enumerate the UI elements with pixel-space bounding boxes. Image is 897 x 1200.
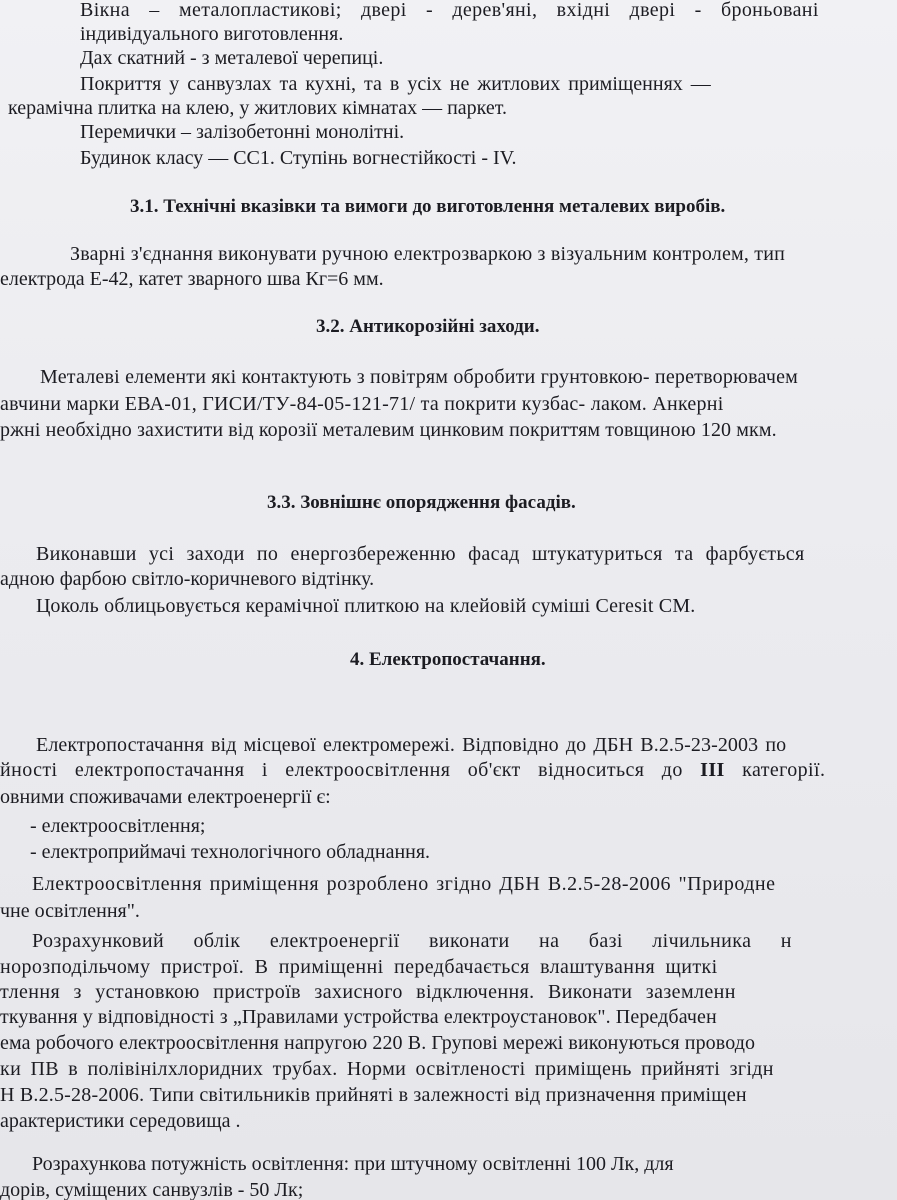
- text-run: категорії.: [724, 759, 826, 781]
- roof-line: Дах скатний - з металевої черепиці.: [80, 47, 384, 69]
- floor-line-cont: керамічна плитка на клею, у житлових кімнатах — паркет.: [8, 97, 507, 119]
- category-number: III: [700, 759, 725, 781]
- section-3-2-line: авчини марки ЕВА-01, ГИСИ/ТУ-84-05-121-71/ та покрити кузбас- лаком. Анкерні: [0, 393, 724, 415]
- section-3-3-line: адною фарбою світло-коричневого відтінку.: [0, 568, 375, 590]
- bullet-item: - електроприймачі технологічного обладнання.: [30, 841, 431, 863]
- bullet-item: - електроосвітлення;: [30, 815, 206, 837]
- section-3-1-line: Зварні з'єднання виконувати ручною електрозваркою з візуальним контролем, тип: [70, 243, 786, 265]
- text-run: йності електропостачання і електроосвітлення об'єкт відноситься до: [0, 759, 701, 781]
- section-4-paragraph-line: [0, 758, 825, 782]
- section-4-paragraph-line: Розрахунковий облік електроенергії виконати на базі лічильника н: [32, 930, 792, 952]
- section-3-3-heading: 3.3. Зовнішнє опорядження фасадів.: [267, 492, 576, 513]
- section-3-2-heading: 3.2. Антикорозійні заходи.: [316, 316, 540, 337]
- section-4-paragraph-line: Електропостачання від місцевої електромережі. Відповідно до ДБН В.2.5-23-2003 по: [36, 734, 787, 756]
- section-4-paragraph-line: ки ПВ в полівінілхлоридних трубах. Норми освітленості приміщень прийняті згідн: [0, 1058, 774, 1080]
- section-4-paragraph-line: Н В.2.5-28-2006. Типи світильників прийняті в залежності від призначення приміщен: [0, 1084, 747, 1106]
- section-3-2-line: Металеві елементи які контактують з повітрям обробити грунтовкою- перетворювачем: [40, 366, 799, 388]
- section-4-paragraph-line: норозподільчому пристрої. В приміщенні передбачається влаштування щиткі: [0, 956, 718, 978]
- section-4-paragraph-line: чне освітлення".: [0, 900, 140, 922]
- windows-line: Вікна – металопластикові; двері - дерев'яні, вхідні двері - броньовані: [80, 0, 819, 21]
- windows-line-cont: індивідуального виготовлення.: [80, 23, 344, 45]
- section-4-paragraph-line: арактеристики середовища .: [0, 1110, 241, 1132]
- floor-line: Покриття у санвузлах та кухні, та в усіх не житлових приміщеннях —: [80, 73, 711, 95]
- section-4-paragraph-line: ема робочого електроосвітлення напругою 220 В. Групові мережі виконуються проводо: [0, 1032, 756, 1054]
- section-3-2-line: ржні необхідно захистити від корозії металевим цинковим покриттям товщиною 120 мкм.: [0, 419, 777, 441]
- section-4-paragraph-line: дорів, суміщених санвузлів - 50 Лк;: [0, 1179, 304, 1200]
- lintels-line: Перемички – залізобетонні монолітні.: [80, 121, 405, 143]
- section-4-paragraph-line: Електроосвітлення приміщення розроблено згідно ДБН В.2.5-28-2006 "Природне: [32, 873, 776, 895]
- section-3-3-line: Виконавши усі заходи по енергозбереженню фасад штукатуриться та фарбується: [36, 543, 805, 565]
- section-3-1-heading: 3.1. Технічні вказівки та вимоги до виготовлення металевих виробів.: [130, 196, 726, 217]
- section-3-3-line: Цоколь облицьовується керамічної плиткою на клейовій суміші Ceresit CM.: [36, 595, 696, 617]
- section-4-heading: 4. Електропостачання.: [350, 649, 546, 670]
- section-4-paragraph-line: тлення з установкою пристроїв захисного відключення. Виконати заземленн: [0, 981, 736, 1003]
- section-4-paragraph-line: овними споживачами електроенергії є:: [0, 786, 331, 808]
- building-class-line: Будинок класу — СС1. Ступінь вогнестійкості - IV.: [80, 147, 517, 169]
- section-4-paragraph-line: ткування у відповідності з „Правилами устройства електроустановок". Передбачен: [0, 1006, 717, 1028]
- section-3-1-line: електрода Е-42, катет зварного шва Кг=6 мм.: [0, 268, 384, 290]
- section-4-paragraph-line: Розрахункова потужність освітлення: при штучному освітленні 100 Лк, для: [32, 1153, 674, 1175]
